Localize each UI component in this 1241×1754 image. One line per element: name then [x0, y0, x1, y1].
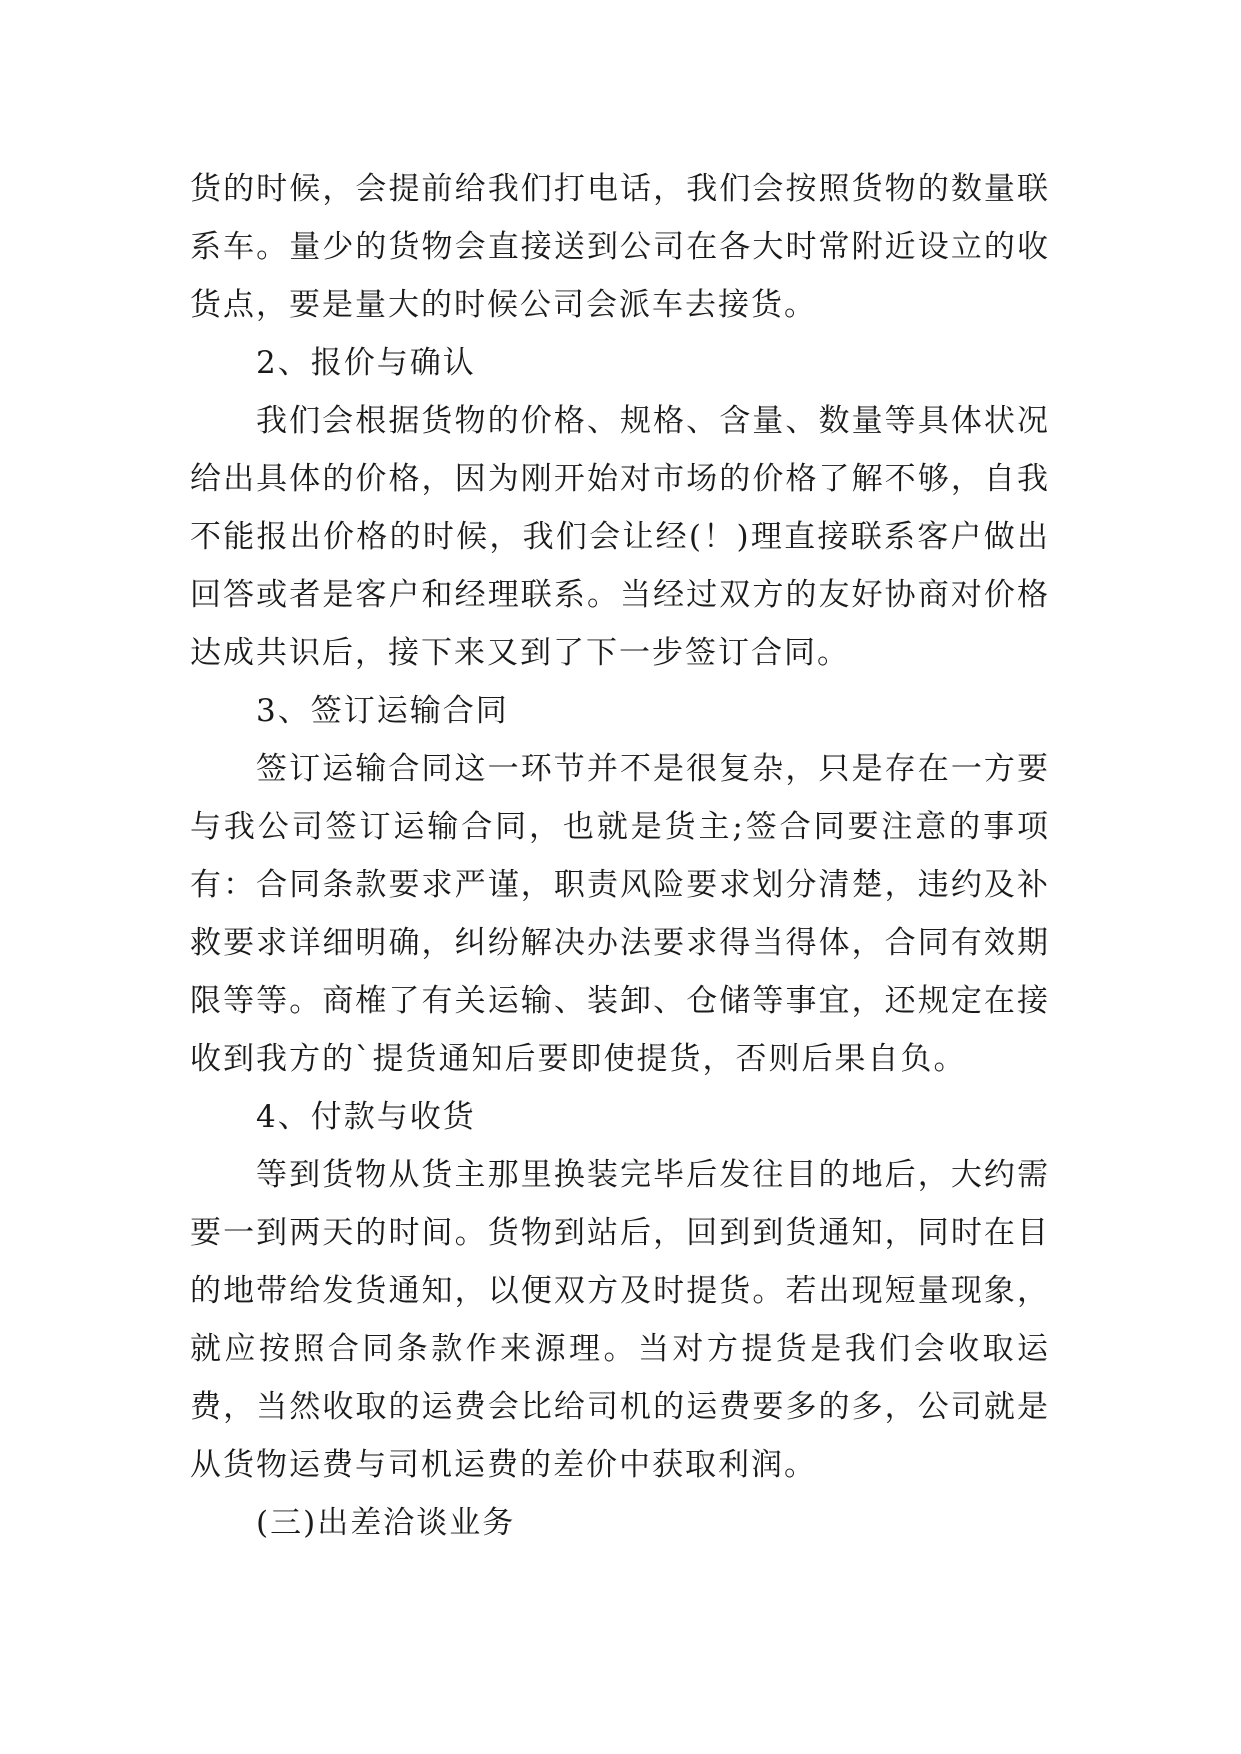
document-body: [190, 160, 1050, 1552]
heading-business-trip: (三)出差洽谈业务: [256, 1505, 516, 1541]
paragraph-sign-contract: 签订运输合同这一环节并不是很复杂，只是存在一方要与我公司签订运输合同，也就是货主;签合同要注意的事项有：合同条款要求严谨，职责风险要求划分清楚，违约及补救要求详细明确，纠纷解决办法要求得当得体，合同有效期限等等。商榷了有关运输、装卸、仓储等事宜，还规定在接收到我方的`提货通知后要即使提货，否则后果自负。: [190, 751, 1050, 1077]
heading-quote-confirm: 2、报价与确认: [256, 345, 476, 381]
paragraph-continuation: 货的时候，会提前给我们打电话，我们会按照货物的数量联系车。量少的货物会直接送到公司在各大时常附近设立的收货点，要是量大的时候公司会派车去接货。: [190, 171, 1050, 323]
heading-payment-receipt: 4、付款与收货: [256, 1099, 476, 1135]
heading-sign-contract: 3、签订运输合同: [256, 693, 509, 729]
paragraph-payment-receipt: 等到货物从货主那里换装完毕后发往目的地后，大约需要一到两天的时间。货物到站后，回到到货通知，同时在目的地带给发货通知，以便双方及时提货。若出现短量现象，就应按照合同条款作来源理。当对方提货是我们会收取运费，当然收取的运费会比给司机的运费要多的多，公司就是从货物运费与司机运费的差价中获取利润。: [190, 1157, 1050, 1483]
paragraph-quote-confirm: 我们会根据货物的价格、规格、含量、数量等具体状况给出具体的价格，因为刚开始对市场的价格了解不够，自我不能报出价格的时候，我们会让经(！)理直接联系客户做出回答或者是客户和经理联系。当经过双方的友好协商对价格达成共识后，接下来又到了下一步签订合同。: [190, 403, 1050, 671]
